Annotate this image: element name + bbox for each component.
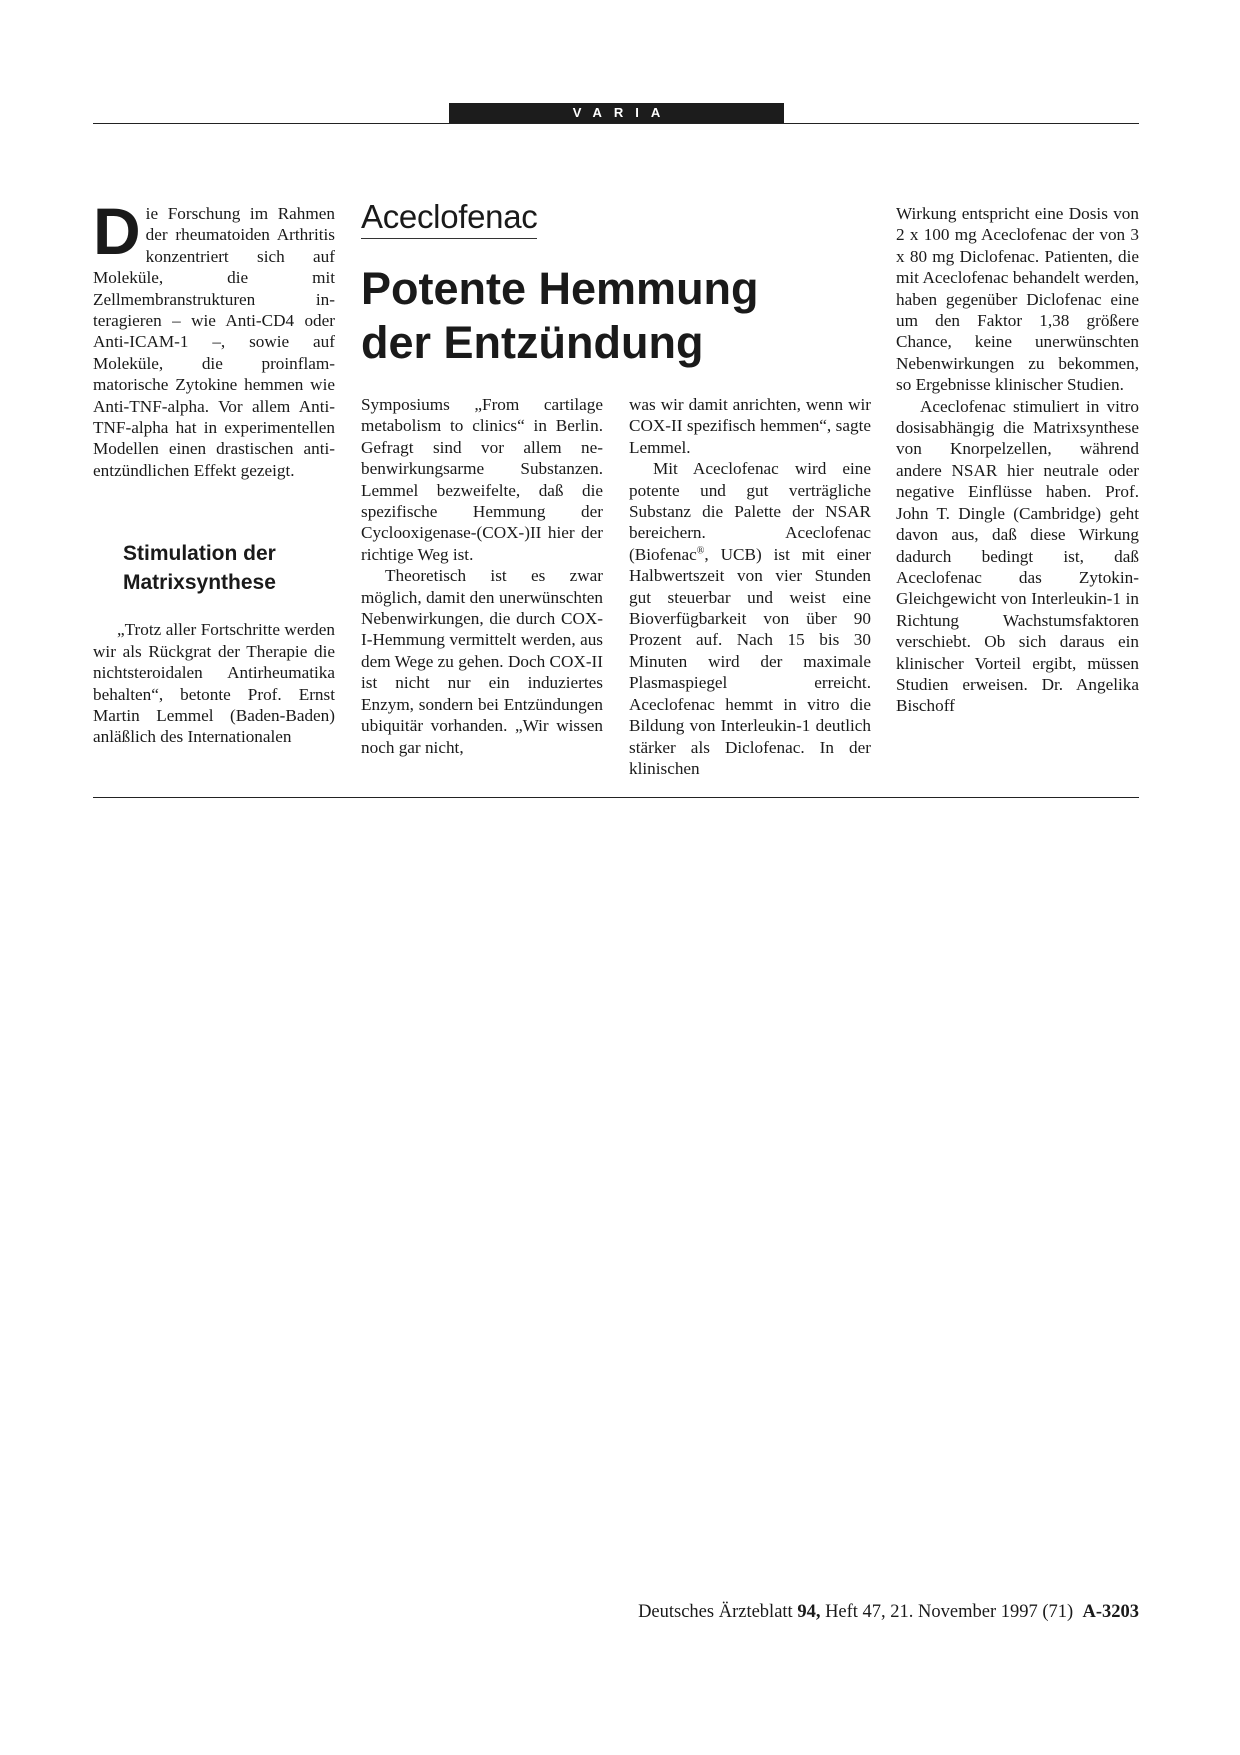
- subheading: [123, 539, 335, 597]
- subheading-line-2: Matrixsynthese: [123, 571, 276, 595]
- volume-number: 94,: [797, 1602, 821, 1622]
- article-column-4: [896, 203, 1139, 717]
- body-paragraph: Symposiums „From cartilage metabolism to clinics“ in Berlin. Gefragt sind vor allem nebenwirkungsarme Substanzen. Lemmel bezweifelte, daß die spezifische Hemmung der Cyclooxigenase-(COX-)II hier der richtige Weg ist.: [361, 395, 603, 564]
- page-number: A-3203: [1082, 1602, 1139, 1622]
- body-paragraph: was wir damit anrichten, wenn wir COX-II spezifisch hemmen“, sagte Lemmel.: [629, 395, 871, 457]
- page-footer: [580, 1600, 1139, 1624]
- subheading-line-1: Stimulation der: [123, 542, 276, 566]
- body-paragraph: Wirkung entspricht eine Dosis von 2 x 100 mg Aceclofenac der von 3 x 80 mg Diclofenac. Patienten, die mit Aceclofenac behandelt werden, haben gegenüber Diclofenac eine um den Faktor 1,38 größere Chance, keine unerwünschten Nebenwirkungen zu bekommen, so Ergebnisse klinischer Studien.: [896, 204, 1139, 395]
- body-paragraph: „Trotz aller Fortschritte werden wir als Rückgrat der Therapie die nichtsteroidalen Antirheumatika behalten“, betonte Prof. Ernst Martin Lemmel (Baden-Baden) anläßlich des Internationalen: [93, 620, 335, 747]
- article-headline: [361, 262, 841, 370]
- article-column-3: [629, 394, 871, 779]
- drop-cap: D: [93, 194, 141, 268]
- headline-line-1: Potente Hemmung: [361, 263, 759, 314]
- lead-paragraph-text: ie Forschung im Rahmen der rheumatoiden Arthritis konzentriert sich auf Moleküle, die mit Zellmembranstrukturen interagieren – wie Anti-CD4 oder Anti-ICAM-1 –, sowie auf Moleküle, die proinflammatorische Zytokine hemmen wie Anti-TNF-alpha. Vor allem Anti-TNF-alpha hat in experimentellen Modellen einen drastischen antientzündlichen Effekt gezeigt.: [93, 204, 335, 480]
- body-paragraph: Aceclofenac stimuliert in vitro dosisabhängig die Matrixsynthese von Knorpelzellen, während andere NSAR hier neutrale oder negative Einflüsse haben. Prof. John T. Dingle (Cambridge) geht davon aus, daß diese Wirkung dadurch bedingt ist, daß Aceclofenac das Zytokin-Gleichgewicht von Interleukin-1 in Richtung Wachstumsfaktoren verschiebt. Ob sich daraus ein klinischer Vorteil ergibt, müssen Studien erweisen. Dr. Angelika Bischoff: [896, 396, 1139, 716]
- body-text: Mit Aceclofenac wird eine potente und gut verträgliche Substanz die Palette der NSAR bereichern. Aceclofenac (Biofenac: [629, 459, 871, 564]
- body-text: , UCB) ist mit einer Halbwertszeit von vier Stunden gut steuerbar und weist eine Bioverfügbarkeit von über 90 Prozent auf. Nach 15 bis 30 Minuten wird der maximale Plasmaspiegel erreicht. Aceclofenac hemmt in vitro die Bildung von Interleukin-1 deutlich stärker als Diclofenac. In der klinischen: [629, 544, 871, 778]
- article-bottom-rule: [93, 797, 1139, 798]
- article-column-2: [361, 394, 603, 758]
- lead-paragraph: [93, 194, 335, 481]
- registered-mark: ®: [696, 545, 705, 557]
- body-paragraph: Theoretisch ist es zwar möglich, damit den unerwünschten Nebenwirkungen, die durch COX-I-Hemmung vermittelt werden, aus dem Wege zu gehen. Doch COX-II ist nicht nur ein induziertes Enzym, sondern bei Entzündungen ubiquitär vorhanden. „Wir wissen noch gar nicht,: [361, 566, 603, 757]
- section-label: VARIA: [449, 103, 784, 123]
- article-kicker: Aceclofenac: [361, 197, 537, 239]
- body-paragraph: [629, 458, 871, 779]
- journal-name: Deutsches Ärzteblatt: [638, 1602, 793, 1622]
- headline-line-2: der Entzündung: [361, 317, 704, 368]
- article-column-1: [93, 194, 335, 748]
- header-rule: [93, 123, 1139, 124]
- issue-info: Heft 47, 21. November 1997 (71): [825, 1602, 1074, 1622]
